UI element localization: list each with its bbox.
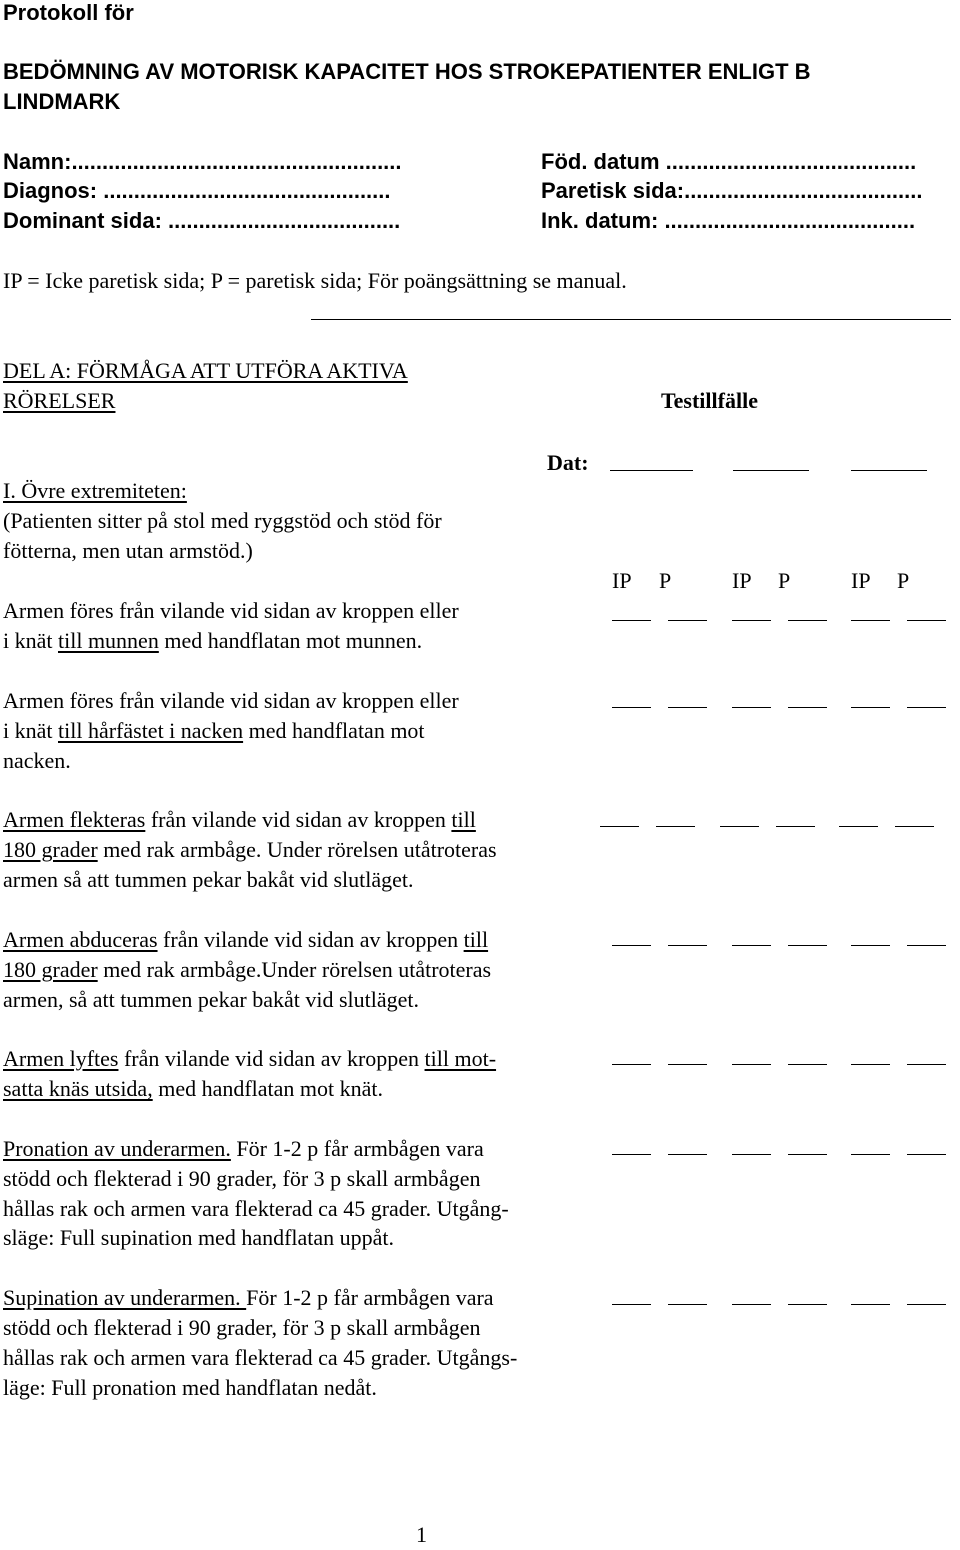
testillfalle-label: Testillfälle [661, 388, 758, 413]
item-2-line-1: Armen föres från vilande vid sidan av kroppen eller [3, 688, 459, 713]
col-header-ip-1: IP [612, 568, 632, 593]
item-7-line-1: Supination av underarmen. För 1-2 p får armbågen vara [3, 1285, 494, 1310]
score-blank-item-1-test-3-p[interactable] [907, 620, 946, 621]
score-blank-item-3-test-1-ip[interactable] [600, 826, 639, 827]
item-3-line-1: Armen flekteras från vilande vid sidan av kroppen till [3, 807, 476, 832]
score-blank-item-5-test-2-p[interactable] [788, 1064, 827, 1065]
document-title-line-1: BEDÖMNING AV MOTORISK KAPACITET HOS STROKEPATIENTER ENLIGT B [3, 59, 811, 84]
score-blank-item-3-test-3-p[interactable] [895, 826, 934, 827]
score-blank-item-6-test-1-p[interactable] [668, 1154, 707, 1155]
score-blank-item-7-test-3-p[interactable] [907, 1304, 946, 1305]
col-header-ip-3: IP [851, 568, 871, 593]
score-blank-item-1-test-3-ip[interactable] [851, 620, 890, 621]
score-blank-item-3-test-1-p[interactable] [656, 826, 695, 827]
score-blank-item-2-test-3-p[interactable] [907, 707, 946, 708]
score-blank-item-2-test-3-ip[interactable] [851, 707, 890, 708]
birth-date-field[interactable]: Föd. datum ......................................... [541, 149, 917, 174]
dominant-side-field[interactable]: Dominant sida: ...................................... [3, 208, 401, 233]
date-blank-3[interactable] [851, 470, 927, 471]
col-header-p-1: P [659, 568, 672, 593]
item-7-line-2: stödd och flekterad i 90 grader, för 3 p skall armbågen [3, 1315, 481, 1340]
date-blank-1[interactable] [610, 470, 693, 471]
score-blank-item-3-test-2-ip[interactable] [720, 826, 759, 827]
score-blank-item-6-test-2-ip[interactable] [732, 1154, 771, 1155]
separator-line [311, 319, 951, 320]
item-3-line-2: 180 grader med rak armbåge. Under rörelsen utåtroteras [3, 837, 497, 862]
item-7-line-4: läge: Full pronation med handflatan nedåt. [3, 1375, 377, 1400]
score-blank-item-1-test-1-ip[interactable] [612, 620, 651, 621]
legend-text: IP = Icke paretisk sida; P = paretisk sida; För poängsättning se manual. [3, 268, 627, 293]
score-blank-item-4-test-3-ip[interactable] [851, 945, 890, 946]
score-blank-item-6-test-1-ip[interactable] [612, 1154, 651, 1155]
item-1-line-2: i knät till munnen med handflatan mot munnen. [3, 628, 423, 653]
score-blank-item-7-test-3-ip[interactable] [851, 1304, 890, 1305]
item-2-line-3: nacken. [3, 748, 71, 773]
item-2-line-2: i knät till hårfästet i nacken med handflatan mot [3, 718, 425, 743]
score-blank-item-2-test-1-ip[interactable] [612, 707, 651, 708]
section-title-line-2: RÖRELSER [3, 388, 116, 413]
score-blank-item-5-test-3-ip[interactable] [851, 1064, 890, 1065]
item-4-line-3: armen, så att tummen pekar bakåt vid slutläget. [3, 987, 420, 1012]
subsection-title: I. Övre extremiteten: [3, 478, 187, 503]
score-blank-item-2-test-2-p[interactable] [788, 707, 827, 708]
score-blank-item-6-test-2-p[interactable] [788, 1154, 827, 1155]
item-6-line-3: hållas rak och armen vara flekterad ca 45 grader. Utgång- [3, 1196, 509, 1221]
score-blank-item-5-test-3-p[interactable] [907, 1064, 946, 1065]
pre-title: Protokoll för [3, 0, 134, 25]
section-title-line-1: DEL A: FÖRMÅGA ATT UTFÖRA AKTIVA [3, 358, 408, 383]
item-4-line-1: Armen abduceras från vilande vid sidan av kroppen till [3, 927, 489, 952]
col-header-p-2: P [778, 568, 791, 593]
ink-date-field[interactable]: Ink. datum: ......................................... [541, 208, 916, 233]
document-title-line-2: LINDMARK [3, 89, 121, 114]
score-blank-item-5-test-1-ip[interactable] [612, 1064, 651, 1065]
score-blank-item-1-test-2-ip[interactable] [732, 620, 771, 621]
score-blank-item-4-test-3-p[interactable] [907, 945, 946, 946]
score-blank-item-7-test-2-p[interactable] [788, 1304, 827, 1305]
score-blank-item-7-test-1-ip[interactable] [612, 1304, 651, 1305]
col-header-ip-2: IP [732, 568, 752, 593]
name-field[interactable]: Namn:...................................................... [3, 149, 402, 174]
score-blank-item-6-test-3-ip[interactable] [851, 1154, 890, 1155]
score-blank-item-3-test-2-p[interactable] [776, 826, 815, 827]
item-7-line-3: hållas rak och armen vara flekterad ca 45 grader. Utgångs- [3, 1345, 518, 1370]
subsection-desc-line-2: fötterna, men utan armstöd.) [3, 538, 253, 563]
score-blank-item-2-test-2-ip[interactable] [732, 707, 771, 708]
item-4-line-2: 180 grader med rak armbåge.Under rörelsen utåtroteras [3, 957, 492, 982]
score-blank-item-4-test-2-p[interactable] [788, 945, 827, 946]
score-blank-item-5-test-1-p[interactable] [668, 1064, 707, 1065]
dat-label: Dat: [547, 450, 589, 475]
score-blank-item-7-test-1-p[interactable] [668, 1304, 707, 1305]
item-3-line-3: armen så att tummen pekar bakåt vid slutläget. [3, 867, 414, 892]
score-blank-item-3-test-3-ip[interactable] [839, 826, 878, 827]
score-blank-item-4-test-2-ip[interactable] [732, 945, 771, 946]
item-5-line-2: satta knäs utsida, med handflatan mot knät. [3, 1076, 384, 1101]
score-blank-item-1-test-1-p[interactable] [668, 620, 707, 621]
item-6-line-4: släge: Full supination med handflatan uppåt. [3, 1225, 395, 1250]
subsection-desc-line-1: (Patienten sitter på stol med ryggstöd och stöd för [3, 508, 442, 533]
item-6-line-2: stödd och flekterad i 90 grader, för 3 p skall armbågen [3, 1166, 481, 1191]
score-blank-item-7-test-2-ip[interactable] [732, 1304, 771, 1305]
score-blank-item-5-test-2-ip[interactable] [732, 1064, 771, 1065]
score-blank-item-1-test-2-p[interactable] [788, 620, 827, 621]
col-header-p-3: P [897, 568, 910, 593]
date-blank-2[interactable] [733, 470, 809, 471]
page-number: 1 [416, 1522, 427, 1547]
diagnosis-field[interactable]: Diagnos: ............................................... [3, 178, 391, 203]
item-1-line-1: Armen föres från vilande vid sidan av kroppen eller [3, 598, 459, 623]
item-6-line-1: Pronation av underarmen. För 1-2 p får armbågen vara [3, 1136, 484, 1161]
score-blank-item-4-test-1-ip[interactable] [612, 945, 651, 946]
item-5-line-1: Armen lyftes från vilande vid sidan av kroppen till mot- [3, 1046, 497, 1071]
score-blank-item-6-test-3-p[interactable] [907, 1154, 946, 1155]
score-blank-item-2-test-1-p[interactable] [668, 707, 707, 708]
score-blank-item-4-test-1-p[interactable] [668, 945, 707, 946]
paretic-side-field[interactable]: Paretisk sida:....................................... [541, 178, 923, 203]
